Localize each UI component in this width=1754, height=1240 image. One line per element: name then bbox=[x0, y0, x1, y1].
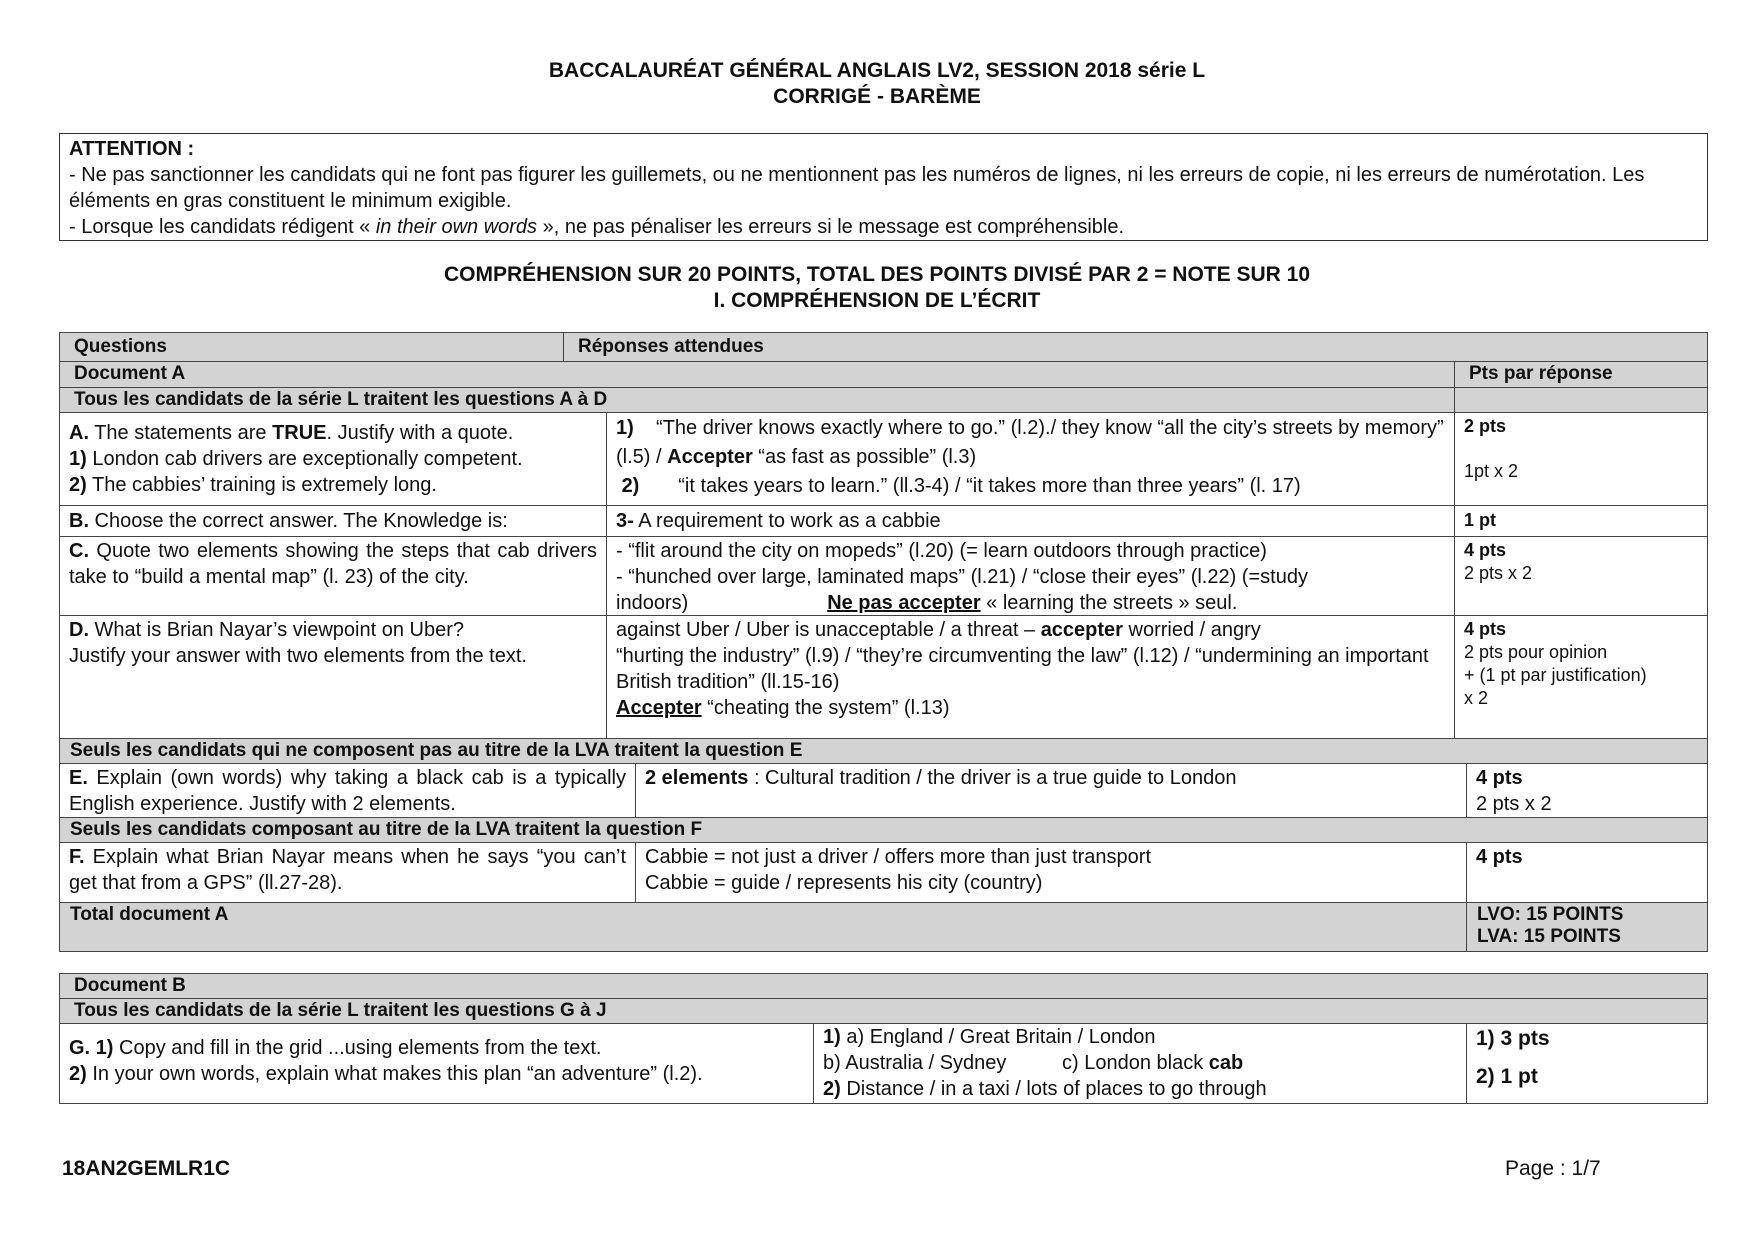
question-d: D. What is Brian Nayar’s viewpoint on Uber? Justify your answer with two elements from the text. bbox=[59, 615, 607, 739]
pts-g: 1) 3 pts 2) 1 pt bbox=[1466, 1023, 1708, 1104]
exam-subtitle: CORRIGÉ - BARÈME bbox=[773, 85, 981, 108]
question-e: E. Explain (own words) why taking a black cab is a typically English experience. Justify with 2 elements. bbox=[59, 763, 636, 818]
attention-p2: - Lorsque les candidats rédigent « in their own words », ne pas pénaliser les erreurs si le message est compréhensible. bbox=[69, 216, 1125, 238]
answer-g: 1) a) England / Great Britain / London b) Australia / Sydney c) London black cab 2) Distance / in a taxi / lots of places to go through bbox=[813, 1023, 1467, 1104]
question-g: G. 1) Copy and fill in the grid ...using elements from the text. 2) In your own words, explain what makes this plan “an adventure” (l.2). bbox=[59, 1023, 814, 1104]
all-candidates-b-label: Tous les candidats de la série L traitent les questions G à J bbox=[59, 998, 1708, 1024]
attention-box bbox=[59, 133, 1708, 241]
attention-p1: - Ne pas sanctionner les candidats qui ne font pas figurer les guillemets, ou ne mentionnent pas les numéros de lignes, ni les erreurs de copie, ni les erreurs de numérotation. Les éléments en gras constituent le minimum exigible. bbox=[69, 164, 1645, 212]
answer-b: 3- A requirement to work as a cabbie bbox=[606, 505, 1455, 537]
pts-b: 1 pt bbox=[1454, 505, 1708, 537]
total-a-label: Total document A bbox=[59, 902, 1467, 952]
doc-b-label: Document B bbox=[59, 973, 1708, 999]
page-number: Page : 1/7 bbox=[1505, 1157, 1601, 1180]
empty-pts-cell bbox=[1454, 387, 1708, 413]
doc-a-label: Document A bbox=[59, 361, 1455, 388]
answer-e: 2 elements : Cultural tradition / the driver is a true guide to London bbox=[635, 763, 1467, 818]
pts-header: Pts par réponse bbox=[1454, 361, 1708, 388]
pts-f: 4 pts bbox=[1466, 842, 1708, 903]
section-subtitle: I. COMPRÉHENSION DE L’ÉCRIT bbox=[713, 289, 1041, 312]
question-b: B. Choose the correct answer. The Knowledge is: bbox=[59, 505, 607, 537]
pts-e: 4 pts 2 pts x 2 bbox=[1466, 763, 1708, 818]
answer-a: 1) “The driver knows exactly where to go.” (l.2)./ they know “all the city’s streets by memory” (l.5) / Accepter “as fast as possible” (l.3) 2) “it takes years to learn.” (ll.3-4) / “it takes more than three years” (l. 17) bbox=[606, 412, 1455, 506]
question-c: C. Quote two elements showing the steps that cab drivers take to “build a mental map” (l. 23) of the city. bbox=[59, 536, 607, 616]
section-title: COMPRÉHENSION SUR 20 POINTS, TOTAL DES POINTS DIVISÉ PAR 2 = NOTE SUR 10 bbox=[443, 263, 1311, 286]
row-f-label: Seuls les candidats composant au titre de la LVA traitent la question F bbox=[59, 817, 1708, 843]
attention-title: ATTENTION : bbox=[69, 138, 195, 160]
document-code: 18AN2GEMLR1C bbox=[62, 1157, 231, 1180]
row-e-label: Seuls les candidats qui ne composent pas au titre de la LVA traitent la question E bbox=[59, 738, 1708, 764]
question-a: A. The statements are TRUE. Justify with a quote. 1) London cab drivers are exceptionally competent. 2) The cabbies’ training is extremely long. bbox=[59, 412, 607, 506]
pts-a: 2 pts 1pt x 2 bbox=[1454, 412, 1708, 506]
question-f: F. Explain what Brian Nayar means when he says “you can’t get that from a GPS” (ll.27-28). bbox=[59, 842, 636, 903]
all-candidates-a-label: Tous les candidats de la série L traitent les questions A à D bbox=[59, 387, 1455, 413]
answer-f: Cabbie = not just a driver / offers more than just transport Cabbie = guide / represents his city (country) bbox=[635, 842, 1467, 903]
answer-d: against Uber / Uber is unacceptable / a threat – accepter worried / angry “hurting the industry” (l.9) / “they’re circumventing the law” (l.12) / “undermining an important British tradition” (ll.15-16) Accepter “cheating the system” (l.13) bbox=[606, 615, 1455, 739]
exam-title: BACCALAURÉAT GÉNÉRAL ANGLAIS LV2, SESSION 2018 série L bbox=[548, 59, 1206, 82]
col-answers-header: Réponses attendues bbox=[563, 332, 1708, 362]
pts-c: 4 pts 2 pts x 2 bbox=[1454, 536, 1708, 616]
total-a-points: LVO: 15 POINTS LVA: 15 POINTS bbox=[1466, 902, 1708, 952]
pts-d: 4 pts 2 pts pour opinion + (1 pt par justification) x 2 bbox=[1454, 615, 1708, 739]
answer-c: - “flit around the city on mopeds” (l.20) (= learn outdoors through practice) - “hunched over large, laminated maps” (l.21) / “close their eyes” (l.22) (=study indoors) Ne pas accepter « learning the streets » seul. bbox=[606, 536, 1455, 616]
col-questions-header: Questions bbox=[59, 332, 564, 362]
